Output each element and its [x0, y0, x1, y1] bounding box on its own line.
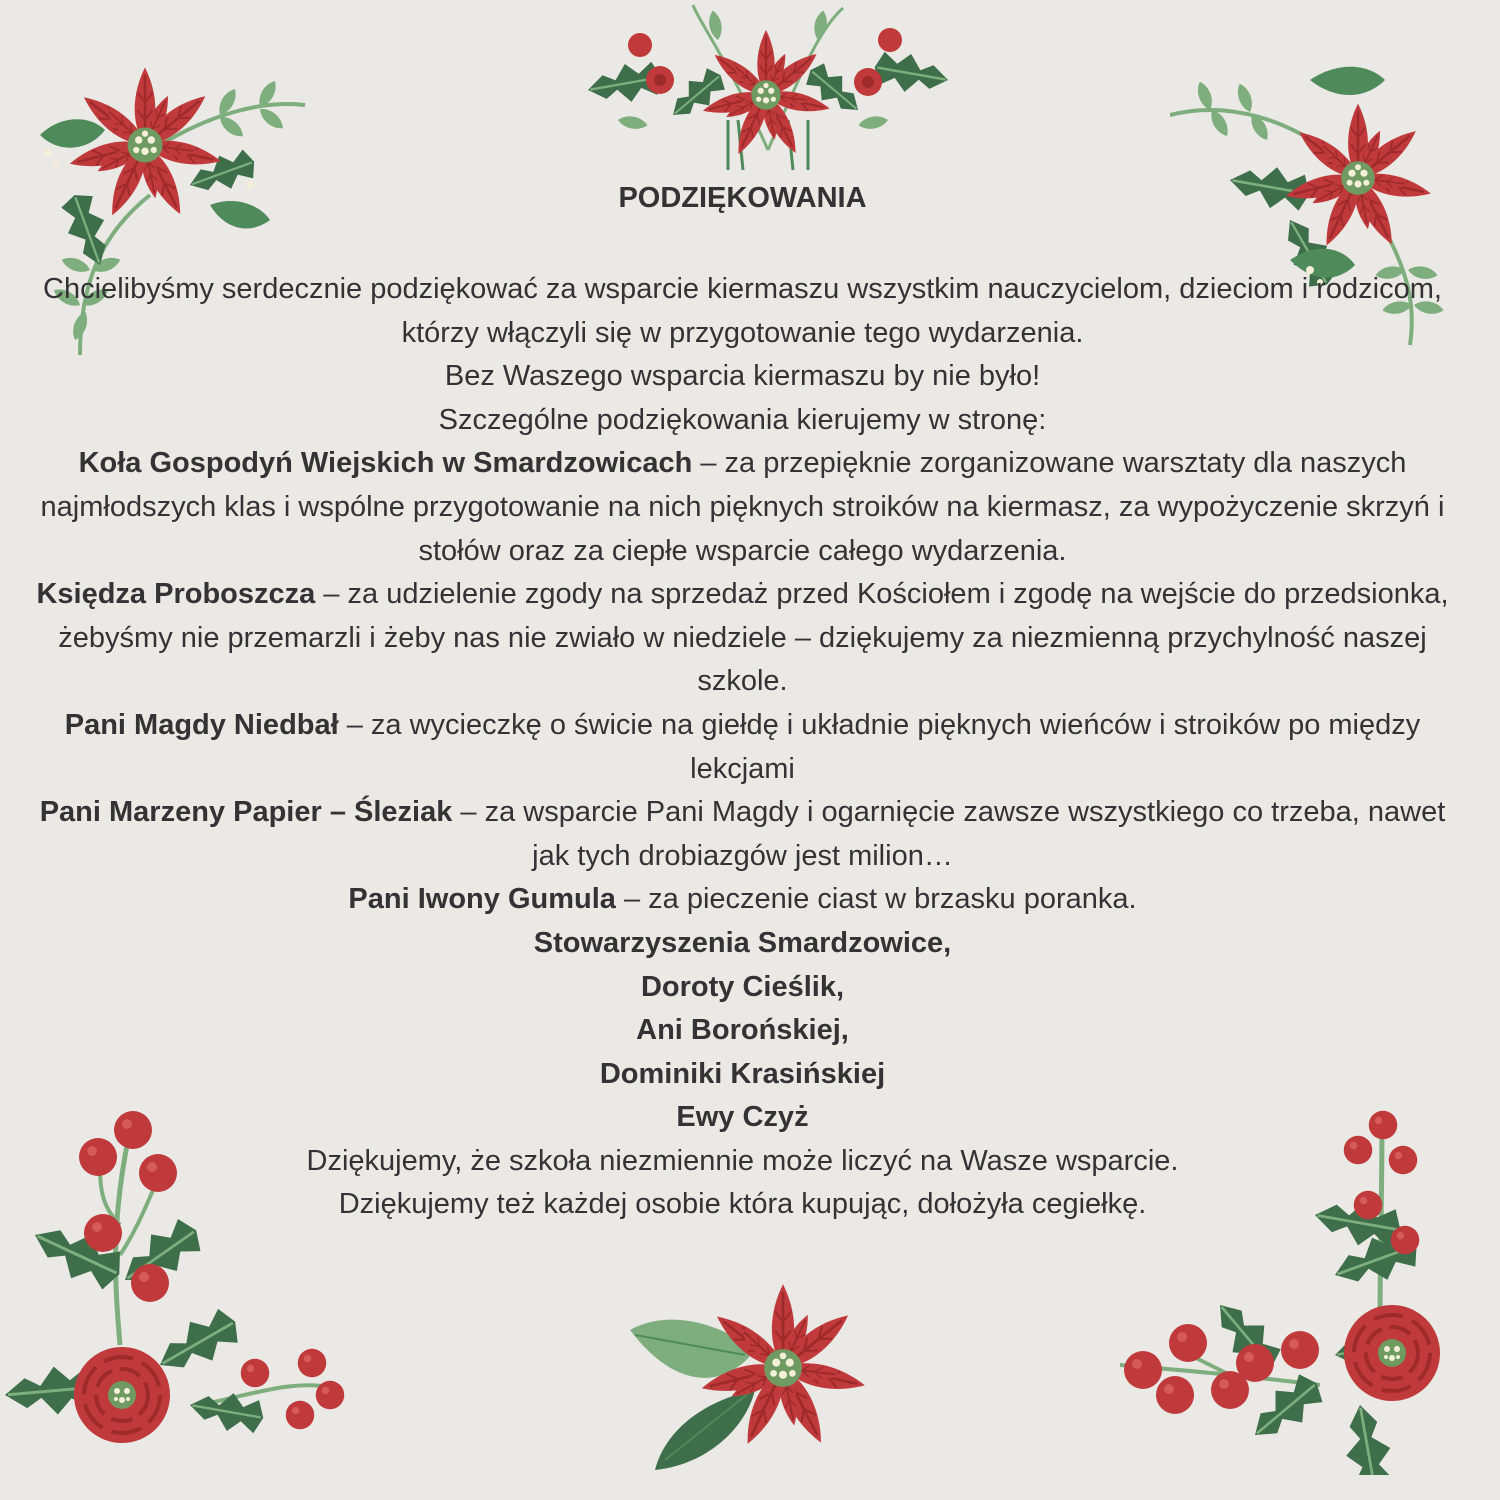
berries-bottom-right	[1120, 1105, 1465, 1475]
paragraph	[20, 704, 1465, 791]
poinsettia-top-center	[578, 0, 958, 180]
paragraph-text: Szczególne podziękowania kierujemy w stronę:	[438, 403, 1047, 436]
poinsettia-bottom-center	[625, 1280, 885, 1480]
paragraph-text: Dziękujemy, że szkoła niezmiennie może liczyć na Wasze wsparcie.	[306, 1144, 1179, 1177]
bold-name: Pani Magdy Niedbał	[64, 708, 339, 741]
paragraph-text: Chcielibyśmy serdecznie podziękować za wsparcie kiermaszu wszystkim nauczycielom, dzieciom i rodzicom, którzy włączyli się w przygotowanie tego wydarzenia.	[43, 273, 1442, 349]
paragraph	[20, 1053, 1465, 1097]
paragraph	[20, 1009, 1465, 1053]
bold-name: Stowarzyszenia Smardzowice,	[533, 926, 952, 959]
paragraph	[20, 399, 1465, 443]
paragraph	[20, 966, 1465, 1010]
bold-name: Pani Iwony Gumula	[348, 883, 616, 916]
paragraph	[20, 878, 1465, 922]
bold-name: Doroty Cieślik,	[640, 970, 845, 1003]
paragraph-text: – za przepięknie zorganizowane warsztaty dla naszych najmłodszych klas i wspólne przygotowanie na nich pięknych stroików na kiermasz, za wypożyczenie skrzyń i stołów oraz za ciepłe wsparcie całego wydarzenia.	[40, 447, 1445, 567]
bold-name: Koła Gospodyń Wiejskich w Smardzowicach	[78, 447, 693, 480]
paragraph-text: – za wycieczkę o świcie na giełdę i układnie pięknych wieńców i stroików po między lekcjami	[338, 708, 1421, 785]
paragraph	[20, 573, 1465, 704]
paragraph	[20, 922, 1465, 966]
bold-name: Księdza Proboszcza	[36, 578, 316, 611]
berries-bottom-left	[0, 1105, 360, 1455]
paragraph-text: – za udzielenie zgody na sprzedaż przed Kościołem i zgodę na wejście do przedsionka, żebyśmy nie przemarzli i żeby nas nie zwiało w niedziele – dziękujemy za niezmienną przychylność naszej szkole.	[58, 578, 1449, 698]
paragraph	[20, 791, 1465, 878]
paragraph-text: – za pieczenie ciast w brzasku poranka.	[615, 883, 1137, 916]
paragraph	[20, 442, 1465, 573]
paragraph-text: Bez Waszego wsparcia kiermaszu by nie było!	[444, 360, 1041, 393]
bold-name: Pani Marzeny Papier – Śleziak	[39, 796, 453, 829]
bold-name: Ewy Czyż	[676, 1101, 809, 1134]
bold-name: Ani Borońskiej,	[636, 1014, 849, 1047]
bold-name: Dominiki Krasińskiej	[599, 1057, 886, 1090]
acknowledgement-text	[20, 268, 1465, 1227]
page-title: PODZIĘKOWANIA	[618, 182, 867, 214]
paragraph	[20, 268, 1465, 355]
paragraph-text: – za wsparcie Pani Magdy i ogarnięcie zawsze wszystkiego co trzeba, nawet jak tych drobiazgów jest milion…	[452, 796, 1446, 872]
paragraph-text: Dziękujemy też każdej osobie która kupując, dołożyła cegiełkę.	[338, 1188, 1147, 1221]
paragraph	[20, 355, 1465, 399]
